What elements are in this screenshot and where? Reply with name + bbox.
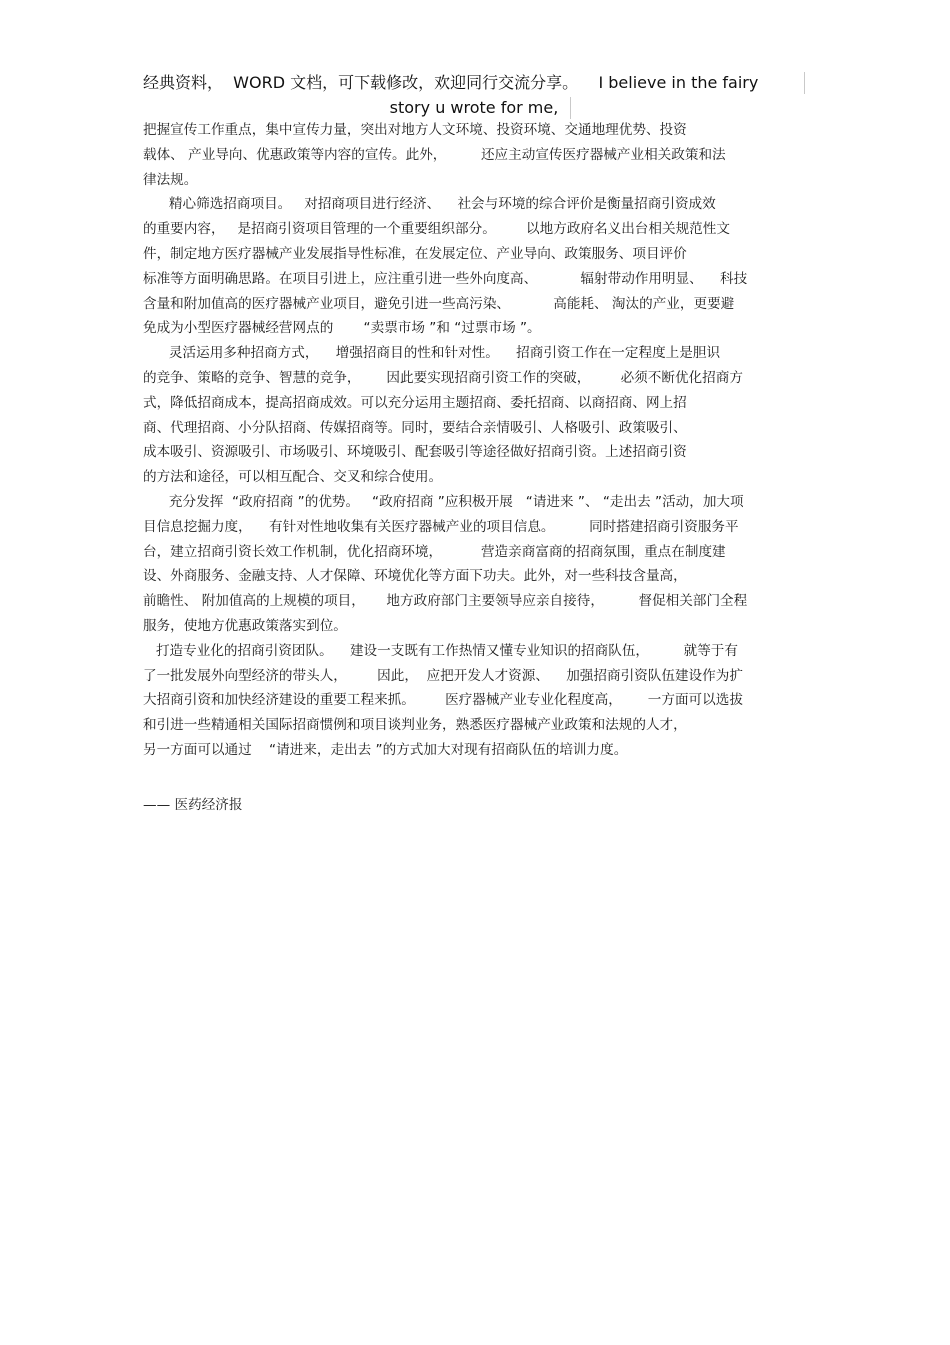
header-line-1: 经典资料， WORD 文档，可下载修改，欢迎同行交流分享。 I believe in the fairy (143, 73, 759, 92)
header-line-2: story u wrote for me, (389, 98, 559, 117)
body-text-line: 打造专业化的招商引资团队。 建设一支既有工作热情又懂专业知识的招商队伍， 就等于有 (143, 642, 738, 659)
body-text-line: 律法规。 (143, 171, 198, 188)
body-text-line: 前瞻性、 附加值高的上规模的项目， 地方政府部门主要领导应亲自接待， 督促相关部门全程 (143, 593, 748, 610)
body-text-line: 免成为小型医疗器械经营网点的 “卖票市场 ”和 “过票市场 ”。 (143, 320, 541, 337)
body-text-line: 商、代理招商、小分队招商、传媒招商等。同时，要结合亲情吸引、人格吸引、政策吸引、 (143, 419, 687, 436)
body-text-line: 精心筛选招商项目。 对招商项目进行经济、 社会与环境的综合评价是衡量招商引资成效 (143, 196, 716, 213)
article-body (143, 118, 805, 763)
body-text-line: 把握宣传工作重点，集中宣传力量，突出对地方人文环境、投资环境、交通地理优势、投资 (143, 122, 687, 138)
body-text-line: 服务，使地方优惠政策落实到位。 (143, 617, 347, 634)
header-divider-1 (804, 72, 805, 94)
body-text-line: 设、外商服务、金融支持、人才保障、环境优化等方面下功夫。此外，对一些科技含量高， (143, 568, 687, 585)
body-text-line: 的竞争、策略的竞争、智慧的竞争， 因此要实现招商引资工作的突破， 必须不断优化招商方 (143, 369, 743, 386)
body-text-line: 含量和附加值高的医疗器械产业项目，避免引进一些高污染、 高能耗、 淘汰的产业，更要避 (143, 295, 735, 312)
document-header (143, 70, 805, 120)
header-divider-2 (570, 97, 571, 119)
body-text-line: 大招商引资和加快经济建设的重要工程来抓。 医疗器械产业专业化程度高， 一方面可以选拔 (143, 692, 743, 709)
body-text-line: 载体、 产业导向、优惠政策等内容的宣传。此外， 还应主动宣传医疗器械产业相关政策和法 (143, 146, 726, 163)
body-text-line: 灵活运用多种招商方式， 增强招商目的性和针对性。 招商引资工作在一定程度上是胆识 (143, 345, 721, 362)
body-text-line: 目信息挖掘力度， 有针对性地收集有关医疗器械产业的项目信息。 同时搭建招商引资服务平 (143, 518, 739, 535)
body-text-line: 的方法和途径，可以相互配合、交叉和综合使用。 (143, 469, 443, 486)
body-text-line: 件，制定地方医疗器械产业发展指导性标准，在发展定位、产业导向、政策服务、项目评价 (143, 245, 687, 262)
body-text-line: 台，建立招商引资长效工作机制，优化招商环境， 营造亲商富商的招商氛围，重点在制度建 (143, 543, 726, 560)
body-text-line: 标准等方面明确思路。在项目引进上，应注重引进一些外向度高、 辐射带动作用明显、 科技 (143, 270, 748, 287)
body-text-line: 和引进一些精通相关国际招商惯例和项目谈判业务，熟悉医疗器械产业政策和法规的人才， (143, 717, 687, 734)
body-text-line: 成本吸引、资源吸引、市场吸引、环境吸引、配套吸引等途径做好招商引资。上述招商引资 (143, 444, 687, 461)
body-text-line: 另一方面可以通过 “请进来，走出去 ”的方式加大对现有招商队伍的培训力度。 (143, 741, 628, 758)
body-text-line: 的重要内容， 是招商引资项目管理的一个重要组织部分。 以地方政府名义出台相关规范性文 (143, 221, 730, 238)
body-text-line: 充分发挥 “政府招商 ”的优势。 “政府招商 ”应积极开展 “请进来 ”、 “走出去 ”活动，加大项 (143, 493, 744, 510)
body-text-line: 式，降低招商成本，提高招商成效。可以充分运用主题招商、委托招商、以商招商、网上招 (143, 394, 687, 411)
article-source: —— 医药经济报 (143, 797, 243, 813)
body-text-line: 了一批发展外向型经济的带头人， 因此， 应把开发人才资源、 加强招商引资队伍建设作为扩 (143, 667, 743, 684)
